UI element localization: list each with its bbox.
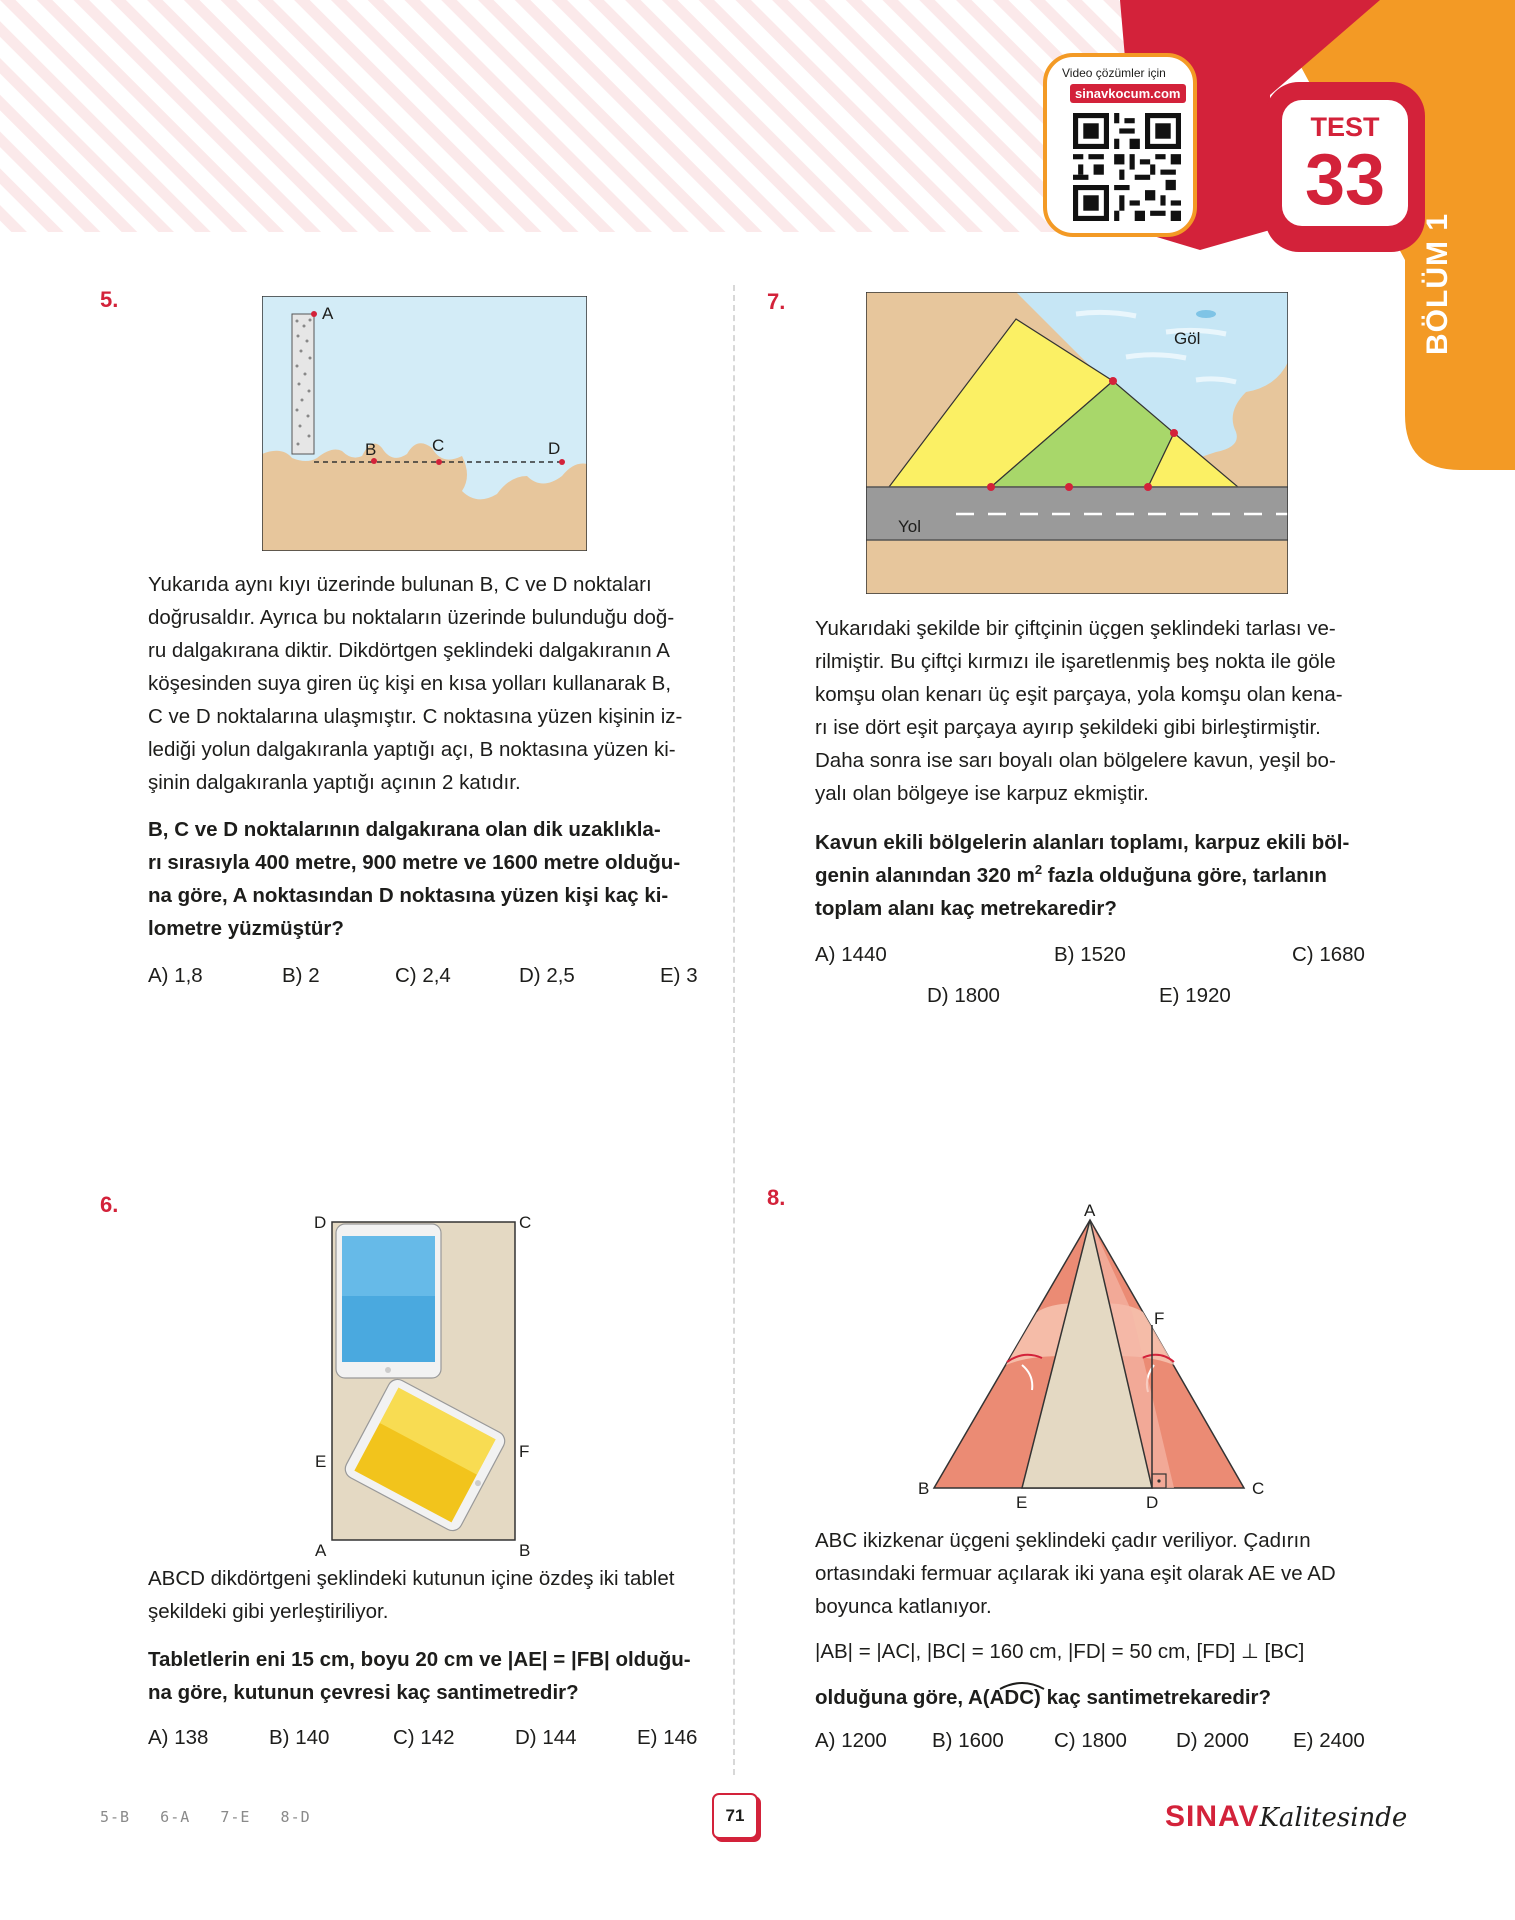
q8-option-b[interactable]: B) 1600 bbox=[932, 1729, 1004, 1752]
q8-question-post: ) kaç santimetrekaredir? bbox=[1034, 1686, 1272, 1709]
q6-option-a[interactable]: A) 138 bbox=[148, 1726, 209, 1749]
q7-text-line: rı ise dört eşit parçaya ayırıp şekildeki gibi birleştirmiştir. bbox=[815, 716, 1321, 739]
q5-question bbox=[148, 813, 704, 945]
q5-question-line: B, C ve D noktalarının dalgakırana olan dik uzaklıkla- bbox=[148, 818, 661, 841]
q7-option-d[interactable]: D) 1800 bbox=[927, 984, 1000, 1007]
q5-text-line: doğrusaldır. Ayrıca bu noktaların üzerinde bulunduğu doğ- bbox=[148, 606, 675, 629]
q7-question-post: fazla olduğuna göre, tarlanın bbox=[1042, 864, 1327, 887]
q5-text-line: C ve D noktalarına ulaşmıştır. C noktasına yüzen kişinin iz- bbox=[148, 705, 683, 728]
q5-label-c: C bbox=[432, 436, 445, 455]
q8-question bbox=[815, 1681, 1371, 1714]
q8-given: |AB| = |AC|, |BC| = 160 cm, |FD| = 50 cm, [FD] ⊥ [BC] bbox=[815, 1640, 1305, 1663]
q7-number: 7. bbox=[767, 289, 786, 314]
q7-option-a[interactable]: A) 1440 bbox=[815, 943, 887, 966]
q6-option-e[interactable]: E) 146 bbox=[637, 1726, 698, 1749]
q7-text-line: komşu olan kenarı üç eşit parçaya, yola komşu olan kena- bbox=[815, 683, 1343, 706]
q8-figure bbox=[912, 1200, 1274, 1510]
q8-text-line: boyunca katlanıyor. bbox=[815, 1595, 992, 1618]
q5-option-d[interactable]: D) 2,5 bbox=[519, 964, 575, 987]
q7-text-line: yalı olan bölgeye ise karpuz ekmiştir. bbox=[815, 782, 1149, 805]
q6-label-f: F bbox=[519, 1442, 530, 1461]
q6-text-line: şekildeki gibi yerleştiriliyor. bbox=[148, 1600, 389, 1623]
q5-question-line: na göre, A noktasından D noktasına yüzen kişi kaç ki- bbox=[148, 884, 669, 907]
q7-text-line: rilmiştir. Bu çiftçi kırmızı ile işaretlenmiş beş nokta ile göle bbox=[815, 650, 1336, 673]
q6-question-line: na göre, kutunun çevresi kaç santimetredir? bbox=[148, 1681, 579, 1704]
q5-label-b: B bbox=[365, 440, 377, 459]
q5-text bbox=[148, 568, 704, 799]
q5-text-line: şinin dalgakıranla yaptığı açının 2 katıdır. bbox=[148, 771, 521, 794]
q8-label-a: A bbox=[1084, 1201, 1096, 1220]
q8-number: 8. bbox=[767, 1185, 786, 1210]
q5-text-line: ru dalgakırana diktir. Dikdörtgen şeklindeki dalgakıranın A bbox=[148, 639, 670, 662]
q8-option-d[interactable]: D) 2000 bbox=[1176, 1729, 1249, 1752]
q8-question-pre: olduğuna göre, A( bbox=[815, 1686, 990, 1709]
q6-question bbox=[148, 1643, 704, 1709]
q8-label-d: D bbox=[1146, 1493, 1159, 1510]
q5-option-b[interactable]: B) 2 bbox=[282, 964, 320, 987]
q5-label-a: A bbox=[322, 304, 334, 323]
q6-option-c[interactable]: C) 142 bbox=[393, 1726, 455, 1749]
q5-breakwater bbox=[292, 314, 314, 454]
test-number: 33 bbox=[1304, 140, 1386, 220]
q7-question-sup: 2 bbox=[1034, 862, 1043, 878]
q7-option-e[interactable]: E) 1920 bbox=[1159, 984, 1231, 1007]
brand-bold: SINAV bbox=[1165, 1800, 1260, 1833]
q8-option-c[interactable]: C) 1800 bbox=[1054, 1729, 1127, 1752]
q6-tablet-upper bbox=[336, 1224, 441, 1378]
q8-label-c: C bbox=[1252, 1479, 1265, 1498]
q5-option-e[interactable]: E) 3 bbox=[660, 964, 698, 987]
q5-option-a[interactable]: A) 1,8 bbox=[148, 964, 203, 987]
q8-text bbox=[815, 1524, 1371, 1623]
q7-question-line: toplam alanı kaç metrekaredir? bbox=[815, 897, 1117, 920]
page-number: 71 bbox=[712, 1793, 758, 1839]
q7-label-road: Yol bbox=[898, 517, 922, 536]
brand-script: Kalitesinde bbox=[1259, 1803, 1408, 1833]
q8-label-f: F bbox=[1154, 1309, 1165, 1328]
q5-text-line: Yukarıda aynı kıyı üzerinde bulunan B, C ve D noktaları bbox=[148, 573, 652, 596]
q5-option-c[interactable]: C) 2,4 bbox=[395, 964, 451, 987]
video-text: Video çözümler için bbox=[1062, 66, 1166, 80]
q6-label-e: E bbox=[315, 1452, 327, 1471]
q8-option-e[interactable]: E) 2400 bbox=[1293, 1729, 1365, 1752]
q7-question-pre: genin alanından 320 m bbox=[815, 864, 1035, 887]
q6-figure bbox=[310, 1210, 540, 1560]
column-divider bbox=[733, 285, 735, 1775]
q6-text bbox=[148, 1562, 704, 1628]
q6-option-b[interactable]: B) 140 bbox=[269, 1726, 330, 1749]
q5-label-d: D bbox=[548, 439, 561, 458]
q6-label-d: D bbox=[314, 1213, 327, 1232]
q5-text-line: köşesinden suya giren üç kişi en kısa yolları kullanarak B, bbox=[148, 672, 672, 695]
answer-key: 5-B 6-A 7-E 8-D bbox=[100, 1808, 311, 1826]
q7-option-b[interactable]: B) 1520 bbox=[1054, 943, 1126, 966]
q6-label-a: A bbox=[315, 1541, 327, 1560]
header-stripes bbox=[0, 0, 1140, 232]
angle-hat-icon bbox=[997, 1679, 1047, 1691]
q8-text-line: ortasındaki fermuar açılarak iki yana eşit olarak AE ve AD bbox=[815, 1562, 1336, 1585]
q8-label-b: B bbox=[918, 1479, 930, 1498]
q6-option-d[interactable]: D) 144 bbox=[515, 1726, 577, 1749]
test-label: TEST bbox=[1310, 112, 1380, 142]
q7-question bbox=[815, 826, 1371, 925]
q5-question-line: lometre yüzmüştür? bbox=[148, 917, 344, 940]
q7-label-lake: Göl bbox=[1174, 329, 1201, 348]
q5-figure bbox=[262, 296, 587, 551]
q5-number: 5. bbox=[100, 287, 119, 312]
q6-label-b: B bbox=[519, 1541, 531, 1560]
brand-logo bbox=[1165, 1800, 1407, 1834]
q7-question-line: Kavun ekili bölgelerin alanları toplamı, karpuz ekili böl- bbox=[815, 831, 1350, 854]
q6-question-line: Tabletlerin eni 15 cm, boyu 20 cm ve |AE| = |FB| olduğu- bbox=[148, 1648, 691, 1671]
q6-number: 6. bbox=[100, 1192, 119, 1217]
q5-text-line: lediği yolun dalgakıranla yaptığı açı, B noktasına yüzen ki- bbox=[148, 738, 676, 761]
q6-label-c: C bbox=[519, 1213, 532, 1232]
q7-option-c[interactable]: C) 1680 bbox=[1292, 943, 1365, 966]
q7-text bbox=[815, 612, 1371, 810]
q5-question-line: rı sırasıyla 400 metre, 900 metre ve 1600 metre olduğu- bbox=[148, 851, 681, 874]
q8-text-line: ABC ikizkenar üçgeni şeklindeki çadır veriliyor. Çadırın bbox=[815, 1529, 1311, 1552]
site-badge[interactable]: sinavkocum.com bbox=[1070, 84, 1186, 103]
q8-option-a[interactable]: A) 1200 bbox=[815, 1729, 887, 1752]
q7-figure bbox=[866, 292, 1288, 594]
q8-label-e: E bbox=[1016, 1493, 1028, 1510]
section-label: BÖLÜM 1 bbox=[1421, 213, 1454, 355]
qr-code-icon[interactable] bbox=[1073, 113, 1181, 221]
q7-question-line bbox=[815, 859, 1371, 892]
q7-text-line: Daha sonra ise sarı boyalı olan bölgelere kavun, yeşil bo- bbox=[815, 749, 1336, 772]
q7-text-line: Yukarıdaki şekilde bir çiftçinin üçgen şeklindeki tarlası ve- bbox=[815, 617, 1336, 640]
q8-question-angle: ADC bbox=[989, 1686, 1035, 1709]
q6-text-line: ABCD dikdörtgeni şeklindeki kutunun içine özdeş iki tablet bbox=[148, 1567, 675, 1590]
